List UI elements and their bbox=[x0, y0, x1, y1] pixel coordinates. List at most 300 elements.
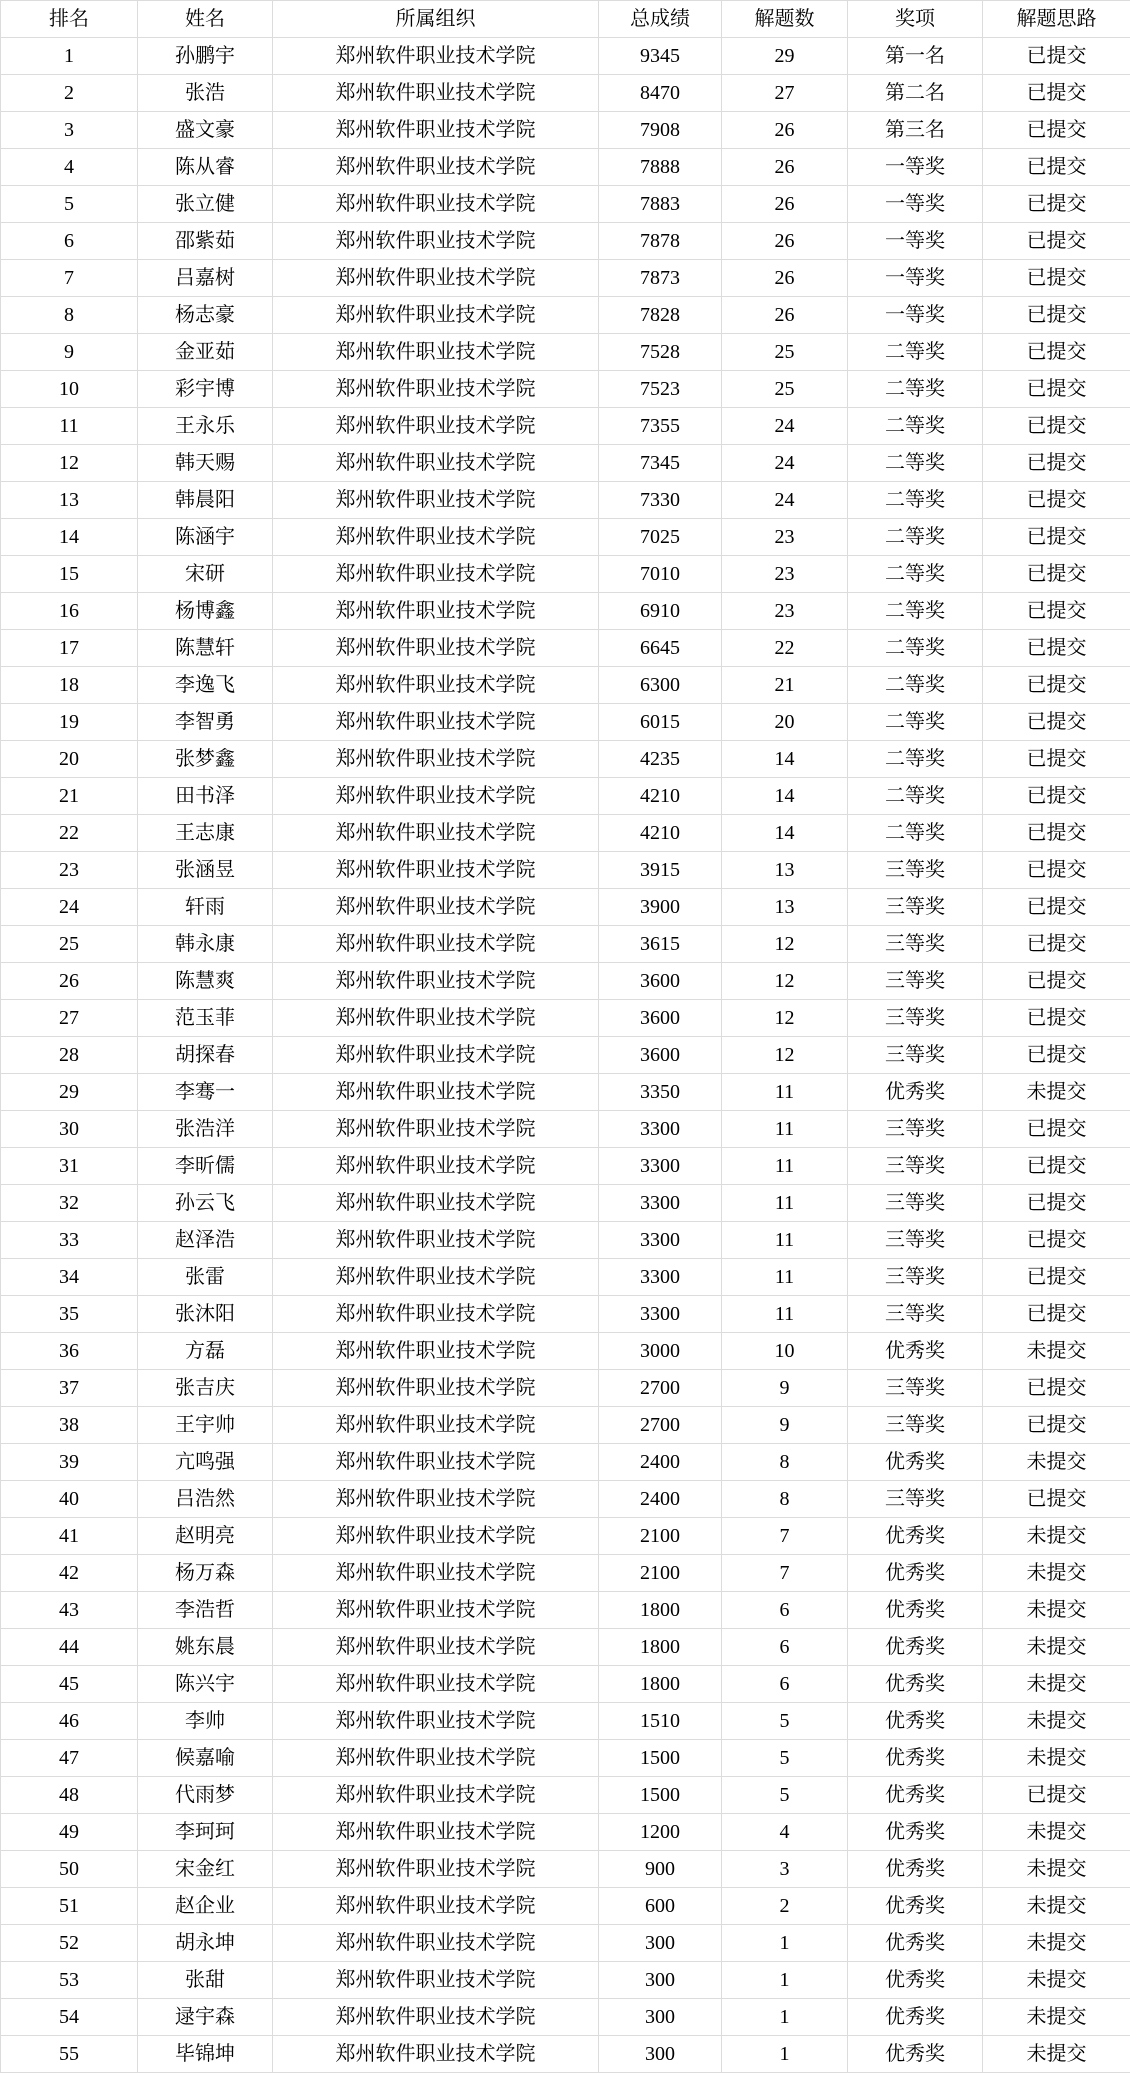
cell-org: 郑州软件职业技术学院 bbox=[273, 1407, 599, 1444]
cell-name: 胡永坤 bbox=[138, 1925, 273, 1962]
cell-solved: 1 bbox=[722, 2036, 848, 2073]
cell-score: 3600 bbox=[599, 1000, 722, 1037]
column-header-solved: 解题数 bbox=[722, 1, 848, 38]
cell-solved: 14 bbox=[722, 815, 848, 852]
column-header-name: 姓名 bbox=[138, 1, 273, 38]
cell-rank: 48 bbox=[1, 1777, 138, 1814]
cell-status: 未提交 bbox=[983, 1555, 1130, 1592]
cell-rank: 27 bbox=[1, 1000, 138, 1037]
cell-award: 一等奖 bbox=[848, 260, 983, 297]
cell-award: 第二名 bbox=[848, 75, 983, 112]
cell-score: 2100 bbox=[599, 1518, 722, 1555]
table-row bbox=[1, 593, 1130, 630]
cell-rank: 32 bbox=[1, 1185, 138, 1222]
cell-status: 已提交 bbox=[983, 1037, 1130, 1074]
cell-award: 二等奖 bbox=[848, 482, 983, 519]
table-row bbox=[1, 1888, 1130, 1925]
cell-solved: 5 bbox=[722, 1703, 848, 1740]
cell-org: 郑州软件职业技术学院 bbox=[273, 482, 599, 519]
cell-rank: 29 bbox=[1, 1074, 138, 1111]
cell-status: 已提交 bbox=[983, 519, 1130, 556]
cell-solved: 6 bbox=[722, 1666, 848, 1703]
cell-score: 2700 bbox=[599, 1407, 722, 1444]
cell-score: 3300 bbox=[599, 1148, 722, 1185]
cell-org: 郑州软件职业技术学院 bbox=[273, 593, 599, 630]
table-row bbox=[1, 556, 1130, 593]
cell-award: 一等奖 bbox=[848, 297, 983, 334]
table-row bbox=[1, 963, 1130, 1000]
cell-solved: 1 bbox=[722, 1999, 848, 2036]
cell-org: 郑州软件职业技术学院 bbox=[273, 1148, 599, 1185]
cell-status: 已提交 bbox=[983, 593, 1130, 630]
cell-org: 郑州软件职业技术学院 bbox=[273, 1444, 599, 1481]
table-row bbox=[1, 1444, 1130, 1481]
cell-award: 优秀奖 bbox=[848, 1851, 983, 1888]
cell-solved: 29 bbox=[722, 38, 848, 75]
cell-rank: 39 bbox=[1, 1444, 138, 1481]
cell-org: 郑州软件职业技术学院 bbox=[273, 1925, 599, 1962]
table-row bbox=[1, 1148, 1130, 1185]
cell-org: 郑州软件职业技术学院 bbox=[273, 371, 599, 408]
cell-org: 郑州软件职业技术学院 bbox=[273, 963, 599, 1000]
cell-rank: 24 bbox=[1, 889, 138, 926]
cell-solved: 24 bbox=[722, 445, 848, 482]
cell-rank: 37 bbox=[1, 1370, 138, 1407]
cell-award: 优秀奖 bbox=[848, 1592, 983, 1629]
cell-score: 3350 bbox=[599, 1074, 722, 1111]
cell-name: 金亚茹 bbox=[138, 334, 273, 371]
column-header-award: 奖项 bbox=[848, 1, 983, 38]
cell-solved: 1 bbox=[722, 1962, 848, 1999]
table-row bbox=[1, 1925, 1130, 1962]
cell-status: 已提交 bbox=[983, 408, 1130, 445]
cell-status: 已提交 bbox=[983, 334, 1130, 371]
cell-status: 未提交 bbox=[983, 1851, 1130, 1888]
cell-solved: 26 bbox=[722, 297, 848, 334]
cell-rank: 5 bbox=[1, 186, 138, 223]
cell-solved: 6 bbox=[722, 1592, 848, 1629]
cell-score: 3300 bbox=[599, 1296, 722, 1333]
cell-score: 3600 bbox=[599, 963, 722, 1000]
cell-status: 已提交 bbox=[983, 1777, 1130, 1814]
cell-rank: 40 bbox=[1, 1481, 138, 1518]
cell-name: 王永乐 bbox=[138, 408, 273, 445]
cell-score: 6910 bbox=[599, 593, 722, 630]
cell-org: 郑州软件职业技术学院 bbox=[273, 1777, 599, 1814]
cell-org: 郑州软件职业技术学院 bbox=[273, 630, 599, 667]
cell-org: 郑州软件职业技术学院 bbox=[273, 1259, 599, 1296]
column-header-org: 所属组织 bbox=[273, 1, 599, 38]
cell-solved: 1 bbox=[722, 1925, 848, 1962]
cell-rank: 7 bbox=[1, 260, 138, 297]
cell-solved: 12 bbox=[722, 926, 848, 963]
cell-solved: 23 bbox=[722, 519, 848, 556]
cell-org: 郑州软件职业技术学院 bbox=[273, 556, 599, 593]
cell-score: 8470 bbox=[599, 75, 722, 112]
cell-org: 郑州软件职业技术学院 bbox=[273, 1370, 599, 1407]
cell-award: 优秀奖 bbox=[848, 1629, 983, 1666]
cell-award: 三等奖 bbox=[848, 889, 983, 926]
cell-status: 已提交 bbox=[983, 963, 1130, 1000]
cell-rank: 54 bbox=[1, 1999, 138, 2036]
cell-rank: 20 bbox=[1, 741, 138, 778]
cell-award: 三等奖 bbox=[848, 963, 983, 1000]
cell-score: 300 bbox=[599, 1999, 722, 2036]
cell-rank: 55 bbox=[1, 2036, 138, 2073]
cell-solved: 26 bbox=[722, 260, 848, 297]
cell-status: 已提交 bbox=[983, 186, 1130, 223]
cell-status: 未提交 bbox=[983, 1814, 1130, 1851]
table-row bbox=[1, 297, 1130, 334]
cell-name: 亢鸣强 bbox=[138, 1444, 273, 1481]
cell-name: 赵泽浩 bbox=[138, 1222, 273, 1259]
cell-rank: 38 bbox=[1, 1407, 138, 1444]
cell-name: 韩晨阳 bbox=[138, 482, 273, 519]
cell-score: 300 bbox=[599, 1962, 722, 1999]
table-row bbox=[1, 1592, 1130, 1629]
cell-name: 吕嘉树 bbox=[138, 260, 273, 297]
cell-name: 李智勇 bbox=[138, 704, 273, 741]
cell-score: 1800 bbox=[599, 1666, 722, 1703]
cell-solved: 11 bbox=[722, 1111, 848, 1148]
cell-solved: 24 bbox=[722, 482, 848, 519]
cell-award: 优秀奖 bbox=[848, 1074, 983, 1111]
cell-score: 7355 bbox=[599, 408, 722, 445]
cell-org: 郑州软件职业技术学院 bbox=[273, 260, 599, 297]
cell-org: 郑州软件职业技术学院 bbox=[273, 1703, 599, 1740]
cell-name: 李浩哲 bbox=[138, 1592, 273, 1629]
cell-org: 郑州软件职业技术学院 bbox=[273, 1962, 599, 1999]
cell-rank: 25 bbox=[1, 926, 138, 963]
cell-org: 郑州软件职业技术学院 bbox=[273, 1000, 599, 1037]
cell-score: 4210 bbox=[599, 778, 722, 815]
table-row bbox=[1, 1740, 1130, 1777]
cell-solved: 24 bbox=[722, 408, 848, 445]
cell-score: 3000 bbox=[599, 1333, 722, 1370]
cell-status: 已提交 bbox=[983, 297, 1130, 334]
cell-rank: 14 bbox=[1, 519, 138, 556]
cell-name: 姚东晨 bbox=[138, 1629, 273, 1666]
cell-award: 优秀奖 bbox=[848, 1925, 983, 1962]
table-row bbox=[1, 1518, 1130, 1555]
table-row bbox=[1, 482, 1130, 519]
cell-name: 逯宇森 bbox=[138, 1999, 273, 2036]
cell-score: 300 bbox=[599, 2036, 722, 2073]
cell-solved: 8 bbox=[722, 1444, 848, 1481]
cell-award: 优秀奖 bbox=[848, 1555, 983, 1592]
cell-award: 优秀奖 bbox=[848, 1962, 983, 1999]
cell-award: 一等奖 bbox=[848, 149, 983, 186]
cell-rank: 49 bbox=[1, 1814, 138, 1851]
cell-score: 7025 bbox=[599, 519, 722, 556]
cell-status: 已提交 bbox=[983, 926, 1130, 963]
table-row bbox=[1, 445, 1130, 482]
cell-org: 郑州软件职业技术学院 bbox=[273, 1037, 599, 1074]
cell-status: 已提交 bbox=[983, 482, 1130, 519]
cell-score: 1500 bbox=[599, 1777, 722, 1814]
cell-rank: 23 bbox=[1, 852, 138, 889]
cell-score: 4210 bbox=[599, 815, 722, 852]
table-row bbox=[1, 1703, 1130, 1740]
cell-name: 杨志豪 bbox=[138, 297, 273, 334]
cell-status: 已提交 bbox=[983, 1185, 1130, 1222]
cell-solved: 21 bbox=[722, 667, 848, 704]
table-row bbox=[1, 1074, 1130, 1111]
cell-status: 未提交 bbox=[983, 1703, 1130, 1740]
cell-solved: 11 bbox=[722, 1074, 848, 1111]
cell-score: 900 bbox=[599, 1851, 722, 1888]
cell-rank: 15 bbox=[1, 556, 138, 593]
cell-name: 王宇帅 bbox=[138, 1407, 273, 1444]
cell-award: 二等奖 bbox=[848, 741, 983, 778]
cell-score: 7828 bbox=[599, 297, 722, 334]
cell-award: 优秀奖 bbox=[848, 1814, 983, 1851]
cell-org: 郑州软件职业技术学院 bbox=[273, 297, 599, 334]
table-row bbox=[1, 1370, 1130, 1407]
table-row bbox=[1, 1037, 1130, 1074]
cell-status: 已提交 bbox=[983, 1481, 1130, 1518]
cell-score: 1800 bbox=[599, 1629, 722, 1666]
cell-org: 郑州软件职业技术学院 bbox=[273, 1185, 599, 1222]
cell-rank: 10 bbox=[1, 371, 138, 408]
cell-org: 郑州软件职业技术学院 bbox=[273, 1222, 599, 1259]
cell-award: 优秀奖 bbox=[848, 1740, 983, 1777]
cell-rank: 51 bbox=[1, 1888, 138, 1925]
cell-award: 三等奖 bbox=[848, 1259, 983, 1296]
table-row bbox=[1, 186, 1130, 223]
table-row bbox=[1, 1333, 1130, 1370]
cell-score: 2400 bbox=[599, 1444, 722, 1481]
cell-status: 已提交 bbox=[983, 1407, 1130, 1444]
table-row bbox=[1, 334, 1130, 371]
cell-score: 7010 bbox=[599, 556, 722, 593]
cell-score: 7330 bbox=[599, 482, 722, 519]
cell-org: 郑州软件职业技术学院 bbox=[273, 149, 599, 186]
cell-solved: 12 bbox=[722, 1000, 848, 1037]
cell-status: 已提交 bbox=[983, 112, 1130, 149]
cell-rank: 8 bbox=[1, 297, 138, 334]
cell-org: 郑州软件职业技术学院 bbox=[273, 1851, 599, 1888]
cell-solved: 25 bbox=[722, 334, 848, 371]
cell-score: 3915 bbox=[599, 852, 722, 889]
cell-status: 已提交 bbox=[983, 778, 1130, 815]
cell-score: 1500 bbox=[599, 1740, 722, 1777]
cell-score: 9345 bbox=[599, 38, 722, 75]
cell-award: 三等奖 bbox=[848, 1296, 983, 1333]
cell-org: 郑州软件职业技术学院 bbox=[273, 1333, 599, 1370]
cell-solved: 3 bbox=[722, 1851, 848, 1888]
cell-solved: 23 bbox=[722, 593, 848, 630]
cell-solved: 23 bbox=[722, 556, 848, 593]
cell-status: 未提交 bbox=[983, 1888, 1130, 1925]
cell-solved: 27 bbox=[722, 75, 848, 112]
cell-solved: 14 bbox=[722, 778, 848, 815]
cell-name: 张吉庆 bbox=[138, 1370, 273, 1407]
cell-rank: 11 bbox=[1, 408, 138, 445]
cell-score: 3300 bbox=[599, 1222, 722, 1259]
cell-solved: 26 bbox=[722, 149, 848, 186]
cell-award: 优秀奖 bbox=[848, 1777, 983, 1814]
cell-status: 已提交 bbox=[983, 1296, 1130, 1333]
cell-name: 韩天赐 bbox=[138, 445, 273, 482]
cell-award: 三等奖 bbox=[848, 1407, 983, 1444]
cell-rank: 18 bbox=[1, 667, 138, 704]
cell-name: 张浩 bbox=[138, 75, 273, 112]
cell-rank: 41 bbox=[1, 1518, 138, 1555]
cell-name: 李昕儒 bbox=[138, 1148, 273, 1185]
cell-rank: 42 bbox=[1, 1555, 138, 1592]
cell-name: 吕浩然 bbox=[138, 1481, 273, 1518]
cell-name: 方磊 bbox=[138, 1333, 273, 1370]
table-row bbox=[1, 1222, 1130, 1259]
cell-org: 郑州软件职业技术学院 bbox=[273, 741, 599, 778]
cell-score: 7883 bbox=[599, 186, 722, 223]
cell-score: 7345 bbox=[599, 445, 722, 482]
cell-name: 陈涵宇 bbox=[138, 519, 273, 556]
cell-solved: 26 bbox=[722, 223, 848, 260]
table-row bbox=[1, 112, 1130, 149]
cell-name: 张浩洋 bbox=[138, 1111, 273, 1148]
cell-rank: 16 bbox=[1, 593, 138, 630]
cell-score: 7888 bbox=[599, 149, 722, 186]
cell-award: 优秀奖 bbox=[848, 1444, 983, 1481]
cell-status: 未提交 bbox=[983, 2036, 1130, 2073]
cell-org: 郑州软件职业技术学院 bbox=[273, 1814, 599, 1851]
cell-org: 郑州软件职业技术学院 bbox=[273, 778, 599, 815]
cell-solved: 13 bbox=[722, 852, 848, 889]
cell-status: 已提交 bbox=[983, 852, 1130, 889]
table-row bbox=[1, 1111, 1130, 1148]
header-row bbox=[1, 1, 1130, 38]
cell-award: 二等奖 bbox=[848, 593, 983, 630]
cell-rank: 17 bbox=[1, 630, 138, 667]
cell-award: 二等奖 bbox=[848, 815, 983, 852]
cell-award: 二等奖 bbox=[848, 630, 983, 667]
cell-org: 郑州软件职业技术学院 bbox=[273, 1111, 599, 1148]
table-row bbox=[1, 223, 1130, 260]
table-row bbox=[1, 1407, 1130, 1444]
cell-award: 三等奖 bbox=[848, 1037, 983, 1074]
cell-status: 已提交 bbox=[983, 815, 1130, 852]
cell-award: 二等奖 bbox=[848, 667, 983, 704]
cell-org: 郑州软件职业技术学院 bbox=[273, 2036, 599, 2073]
table-row bbox=[1, 1851, 1130, 1888]
cell-rank: 2 bbox=[1, 75, 138, 112]
cell-solved: 10 bbox=[722, 1333, 848, 1370]
cell-org: 郑州软件职业技术学院 bbox=[273, 186, 599, 223]
cell-award: 三等奖 bbox=[848, 1481, 983, 1518]
cell-award: 三等奖 bbox=[848, 926, 983, 963]
cell-status: 未提交 bbox=[983, 1592, 1130, 1629]
cell-name: 孙鹏宇 bbox=[138, 38, 273, 75]
table-row bbox=[1, 1185, 1130, 1222]
cell-rank: 33 bbox=[1, 1222, 138, 1259]
cell-org: 郑州软件职业技术学院 bbox=[273, 334, 599, 371]
cell-name: 赵明亮 bbox=[138, 1518, 273, 1555]
cell-status: 已提交 bbox=[983, 556, 1130, 593]
cell-award: 二等奖 bbox=[848, 556, 983, 593]
cell-score: 1200 bbox=[599, 1814, 722, 1851]
cell-status: 未提交 bbox=[983, 1962, 1130, 1999]
cell-score: 2100 bbox=[599, 1555, 722, 1592]
cell-score: 3615 bbox=[599, 926, 722, 963]
cell-solved: 6 bbox=[722, 1629, 848, 1666]
cell-rank: 34 bbox=[1, 1259, 138, 1296]
cell-rank: 3 bbox=[1, 112, 138, 149]
table-row bbox=[1, 1000, 1130, 1037]
cell-status: 已提交 bbox=[983, 371, 1130, 408]
cell-award: 二等奖 bbox=[848, 778, 983, 815]
cell-status: 已提交 bbox=[983, 667, 1130, 704]
cell-rank: 6 bbox=[1, 223, 138, 260]
table-row bbox=[1, 1814, 1130, 1851]
table-row bbox=[1, 519, 1130, 556]
cell-solved: 11 bbox=[722, 1222, 848, 1259]
cell-score: 1510 bbox=[599, 1703, 722, 1740]
cell-solved: 9 bbox=[722, 1370, 848, 1407]
cell-name: 王志康 bbox=[138, 815, 273, 852]
cell-name: 代雨梦 bbox=[138, 1777, 273, 1814]
cell-org: 郑州软件职业技术学院 bbox=[273, 815, 599, 852]
cell-rank: 9 bbox=[1, 334, 138, 371]
cell-score: 2400 bbox=[599, 1481, 722, 1518]
cell-org: 郑州软件职业技术学院 bbox=[273, 38, 599, 75]
cell-award: 三等奖 bbox=[848, 1000, 983, 1037]
cell-rank: 44 bbox=[1, 1629, 138, 1666]
cell-org: 郑州软件职业技术学院 bbox=[273, 1888, 599, 1925]
table-row bbox=[1, 1296, 1130, 1333]
column-header-status: 解题思路 bbox=[983, 1, 1130, 38]
cell-name: 韩永康 bbox=[138, 926, 273, 963]
cell-solved: 13 bbox=[722, 889, 848, 926]
cell-solved: 11 bbox=[722, 1259, 848, 1296]
cell-solved: 22 bbox=[722, 630, 848, 667]
cell-status: 未提交 bbox=[983, 1444, 1130, 1481]
cell-solved: 25 bbox=[722, 371, 848, 408]
cell-org: 郑州软件职业技术学院 bbox=[273, 445, 599, 482]
cell-award: 一等奖 bbox=[848, 186, 983, 223]
cell-status: 未提交 bbox=[983, 1925, 1130, 1962]
cell-name: 杨万森 bbox=[138, 1555, 273, 1592]
cell-score: 7878 bbox=[599, 223, 722, 260]
cell-award: 优秀奖 bbox=[848, 1666, 983, 1703]
cell-status: 已提交 bbox=[983, 223, 1130, 260]
cell-rank: 35 bbox=[1, 1296, 138, 1333]
cell-name: 盛文豪 bbox=[138, 112, 273, 149]
cell-solved: 4 bbox=[722, 1814, 848, 1851]
cell-score: 3300 bbox=[599, 1111, 722, 1148]
cell-solved: 12 bbox=[722, 1037, 848, 1074]
cell-award: 二等奖 bbox=[848, 371, 983, 408]
cell-score: 7908 bbox=[599, 112, 722, 149]
cell-rank: 13 bbox=[1, 482, 138, 519]
cell-status: 已提交 bbox=[983, 630, 1130, 667]
cell-status: 已提交 bbox=[983, 889, 1130, 926]
cell-score: 7528 bbox=[599, 334, 722, 371]
table-row bbox=[1, 815, 1130, 852]
cell-award: 优秀奖 bbox=[848, 2036, 983, 2073]
table-row bbox=[1, 75, 1130, 112]
cell-award: 三等奖 bbox=[848, 1111, 983, 1148]
cell-award: 优秀奖 bbox=[848, 1888, 983, 1925]
table-row bbox=[1, 1999, 1130, 2036]
cell-name: 杨博鑫 bbox=[138, 593, 273, 630]
table-row bbox=[1, 38, 1130, 75]
cell-status: 已提交 bbox=[983, 1148, 1130, 1185]
cell-name: 李珂珂 bbox=[138, 1814, 273, 1851]
cell-status: 已提交 bbox=[983, 1222, 1130, 1259]
cell-name: 轩雨 bbox=[138, 889, 273, 926]
